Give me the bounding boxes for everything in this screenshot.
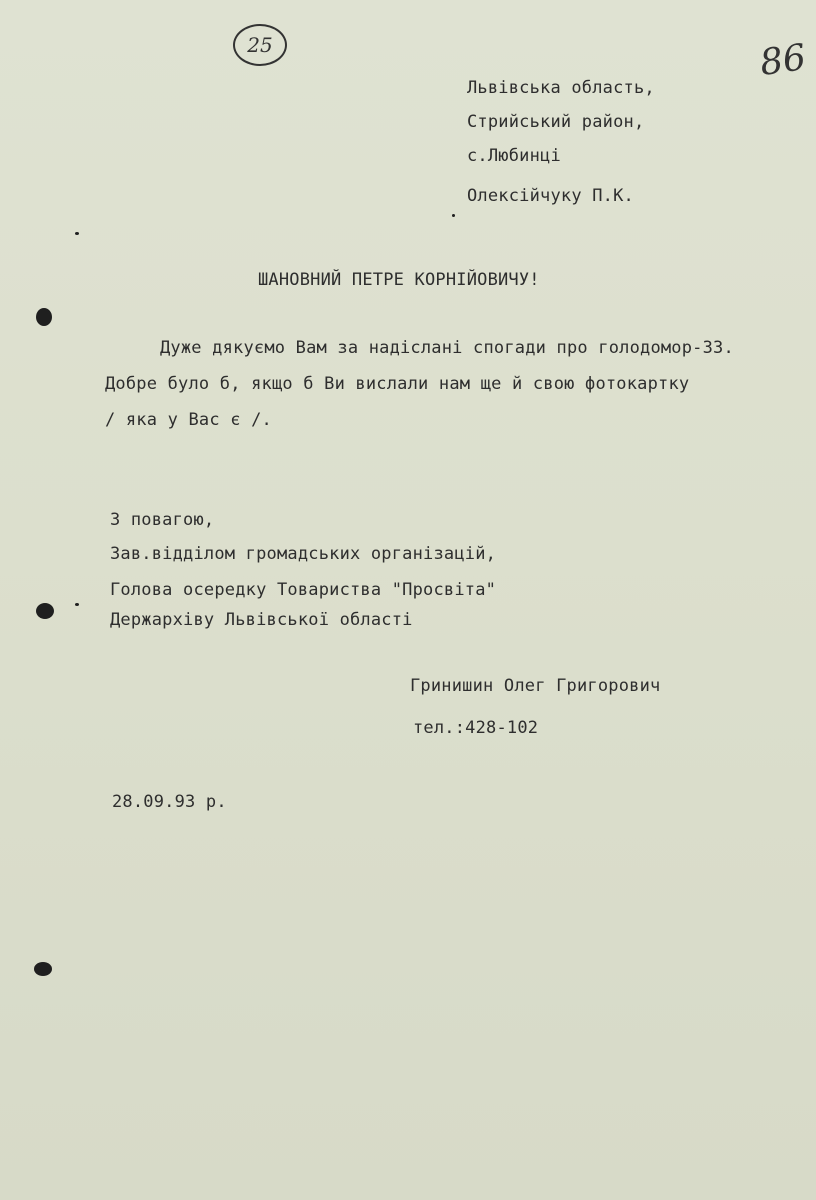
circled-archive-number: 25 — [233, 24, 287, 66]
address-line-region: Львівська область, — [467, 78, 655, 98]
speck-2 — [75, 603, 79, 606]
letter-date: 28.09.93 р. — [112, 792, 227, 812]
salutation: ШАНОВНИЙ ПЕТРЕ КОРНІЙОВИЧУ! — [258, 270, 540, 290]
body-line-3: / яка у Вас є /. — [105, 410, 272, 430]
binder-hole-mark-3 — [34, 962, 52, 976]
closing-organization: Держархіву Львівської області — [110, 610, 413, 630]
body-line-2: Добре було б, якщо б Ви вислали нам ще й свою фотокартку — [105, 374, 690, 394]
speck-3 — [452, 214, 455, 217]
speck-1 — [75, 232, 79, 235]
body-line-1: Дуже дякуємо Вам за надіслані спогади про голодомор-33. — [160, 338, 734, 358]
address-line-village: с.Любинці — [467, 146, 561, 166]
signatory-name: Гринишин Олег Григорович — [410, 676, 661, 696]
address-line-district: Стрийський район, — [467, 112, 645, 132]
binder-hole-mark-2 — [36, 603, 54, 619]
closing-role: Голова осередку Товариства "Просвіта" — [110, 580, 497, 600]
binder-hole-mark-1 — [36, 308, 52, 326]
closing-position: Зав.відділом громадських організацій, — [110, 544, 497, 564]
folio-number: 86 — [757, 37, 809, 84]
address-recipient: Олексійчуку П.К. — [467, 186, 634, 206]
signatory-phone: тел.:428-102 — [413, 718, 539, 738]
closing-regards: З повагою, — [110, 510, 215, 530]
